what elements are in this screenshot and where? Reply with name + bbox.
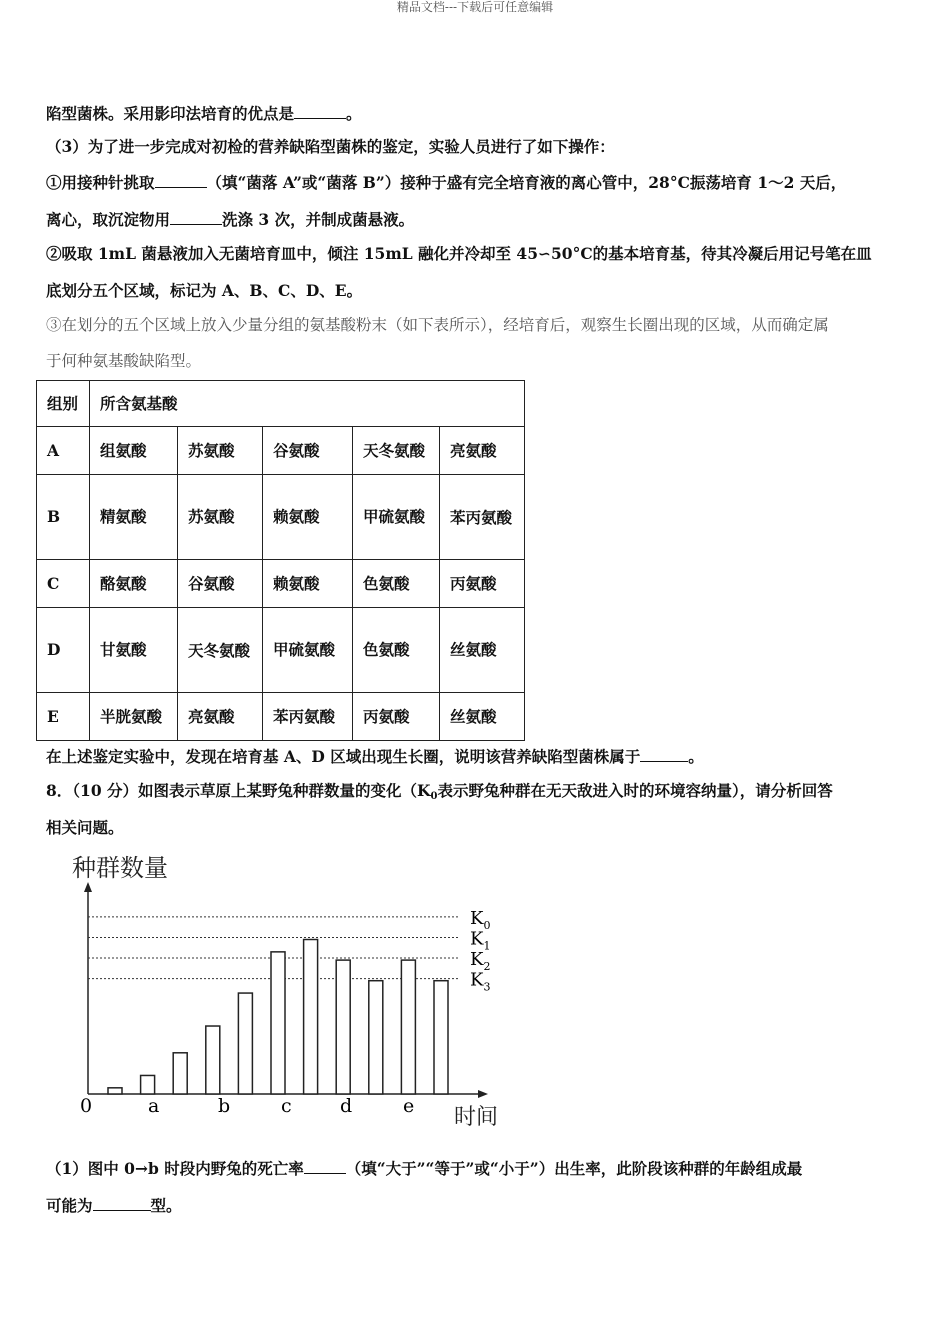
bar — [434, 981, 448, 1094]
reference-lines — [88, 908, 490, 994]
text-line-13: 可能为 型。 — [46, 1196, 182, 1215]
table-row — [37, 475, 525, 560]
table-cell: 半胱氨酸 — [90, 693, 178, 741]
text-line-11: 相关问题。 — [46, 818, 124, 837]
text-line-12: （1）图中 0→b 时段内野兔的死亡率 （填“大于”“等于”或“小于”）出生率，此阶段该种群的年龄组成最 — [46, 1159, 803, 1178]
x-tick-label: b — [218, 1095, 231, 1117]
x-tick-label: c — [281, 1095, 292, 1117]
x-tick-label: e — [403, 1095, 415, 1117]
table-header-cell: 所含氨基酸 — [90, 381, 525, 427]
table-header-cell: 组别 — [37, 381, 90, 427]
table-cell-group: E — [37, 693, 90, 741]
text-line-4: 离心，取沉淀物用 洗涤 3 次，并制成菌悬液。 — [46, 210, 415, 229]
text-line-9: 在上述鉴定实验中，发现在培育基 A、D 区域出现生长圈，说明该营养缺陷型菌株属于 。 — [46, 747, 704, 766]
table-cell: 赖氨酸 — [263, 475, 353, 560]
chart-xlabel: 时间 — [454, 1105, 499, 1130]
answer-blank[interactable] — [640, 745, 688, 762]
table-cell: 赖氨酸 — [263, 560, 353, 608]
y-axis-arrow — [84, 882, 92, 892]
bar — [369, 981, 383, 1094]
table-cell-group: C — [37, 560, 90, 608]
bar — [108, 1088, 122, 1094]
table-cell: 丝氨酸 — [440, 693, 525, 741]
x-tick-labels — [80, 1095, 414, 1117]
text-line-6: 底划分五个区域，标记为 A、B、C、D、E。 — [46, 281, 363, 300]
bar-series — [108, 940, 448, 1095]
table-row — [37, 693, 525, 741]
bar — [206, 1026, 220, 1094]
table-cell-group: A — [37, 427, 90, 475]
reference-label-k3: $K_3$ — [470, 969, 491, 994]
table-cell-group: D — [37, 608, 90, 693]
table-cell: 色氨酸 — [353, 560, 440, 608]
table-cell: 精氨酸 — [90, 475, 178, 560]
text-line-5: ②吸取 1mL 菌悬液加入无菌培育皿中，倾注 15mL 融化并冷却至 45∽50°C的基本培育基，待其冷凝后用记号笔在皿 — [46, 244, 872, 263]
amino-acid-table — [36, 380, 525, 741]
x-tick-label: 0 — [80, 1095, 93, 1117]
table-row — [37, 608, 525, 693]
table-cell: 苯丙氨酸 — [440, 475, 525, 560]
answer-blank[interactable] — [170, 208, 222, 225]
table-header-row — [37, 381, 525, 427]
table-cell: 甘氨酸 — [90, 608, 178, 693]
answer-blank[interactable] — [93, 1194, 151, 1211]
table-cell: 苏氨酸 — [178, 475, 263, 560]
text-line-2: （3）为了进一步完成对初检的营养缺陷型菌株的鉴定，实验人员进行了如下操作： — [46, 137, 615, 156]
bar — [304, 940, 318, 1095]
table-cell: 苯丙氨酸 — [263, 693, 353, 741]
page-header: 精品文档---下载后可任意编辑 — [396, 0, 554, 14]
table-cell: 甲硫氨酸 — [353, 475, 440, 560]
text-line-3: ①用接种针挑取 （填“菌落 A”或“菌落 B”）接种于盛有完全培育液的离心管中，28°C振荡培育 1～2 天后， — [46, 173, 847, 192]
table-cell: 谷氨酸 — [178, 560, 263, 608]
table-row — [37, 560, 525, 608]
population-chart — [60, 848, 520, 1138]
reference-label-k0: $K_0$ — [470, 907, 491, 932]
table-cell: 天冬氨酸 — [178, 608, 263, 693]
table-cell-group: B — [37, 475, 90, 560]
table-cell: 酪氨酸 — [90, 560, 178, 608]
chart-ylabel: 种群数量 — [72, 854, 168, 882]
table-cell: 苏氨酸 — [178, 427, 263, 475]
text-line-10: 8．（10 分）如图表示草原上某野兔种群数量的变化（$K_0$表示野兔种群在无天敌进入时的环境容纳量），请分析回答 — [46, 781, 833, 802]
bar — [336, 960, 350, 1094]
bar — [141, 1075, 155, 1094]
table-cell: 色氨酸 — [353, 608, 440, 693]
answer-blank[interactable] — [294, 102, 346, 119]
x-tick-label: d — [340, 1095, 353, 1117]
table-row — [37, 427, 525, 475]
table-cell: 亮氨酸 — [178, 693, 263, 741]
table-cell: 天冬氨酸 — [353, 427, 440, 475]
x-tick-label: a — [148, 1095, 160, 1117]
answer-blank[interactable] — [155, 171, 207, 188]
table-cell: 丙氨酸 — [440, 560, 525, 608]
reference-label-k2: $K_2$ — [470, 949, 491, 974]
text-line-7: ③在划分的五个区域上放入少量分组的氨基酸粉末（如下表所示），经培育后，观察生长圈出现的区域，从而确定属 — [46, 316, 829, 334]
answer-blank[interactable] — [304, 1157, 346, 1174]
reference-label-k1: $K_1$ — [470, 928, 491, 953]
bar — [238, 993, 252, 1094]
x-axis-arrow — [478, 1090, 488, 1098]
table-cell: 谷氨酸 — [263, 427, 353, 475]
bar — [271, 952, 285, 1094]
bar — [401, 960, 415, 1094]
table-cell: 组氨酸 — [90, 427, 178, 475]
table-cell: 丝氨酸 — [440, 608, 525, 693]
bar — [173, 1053, 187, 1094]
table-cell: 甲硫氨酸 — [263, 608, 353, 693]
table-cell: 亮氨酸 — [440, 427, 525, 475]
text-line-8: 于何种氨基酸缺陷型。 — [46, 352, 202, 370]
table-cell: 丙氨酸 — [353, 693, 440, 741]
text-line-1: 陷型菌株。采用影印法培育的优点是 。 — [46, 104, 362, 123]
